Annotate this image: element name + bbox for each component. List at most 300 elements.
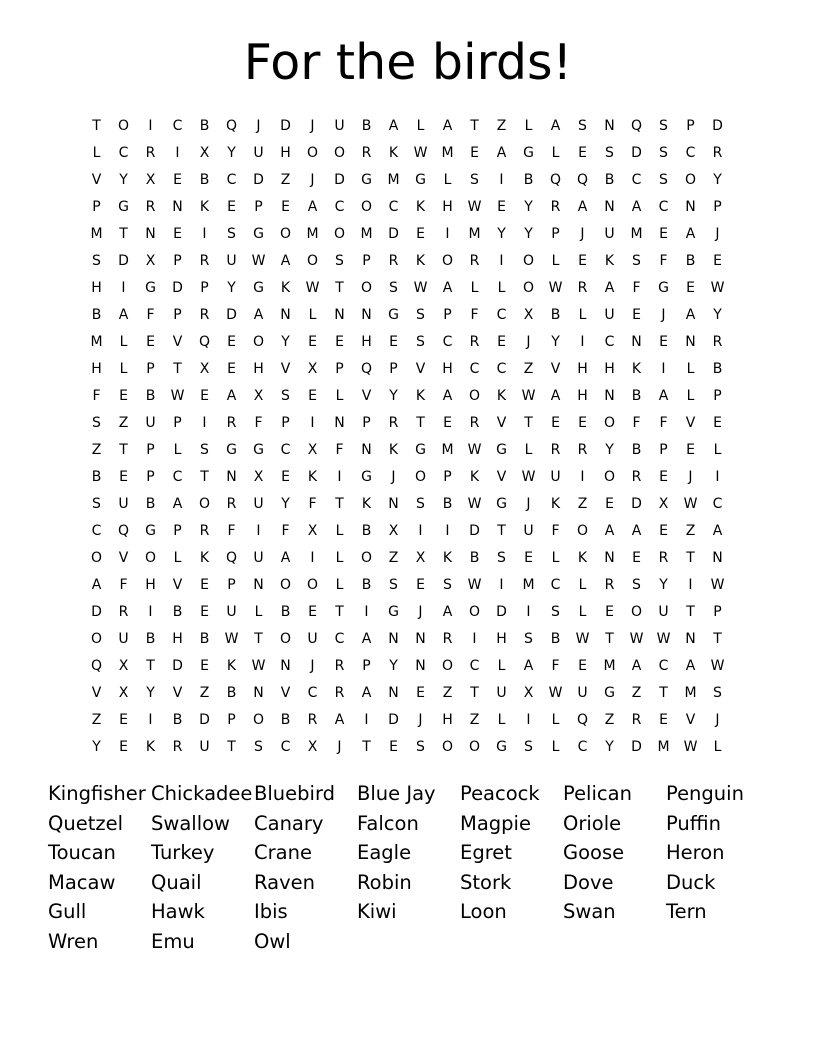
grid-letter[interactable]: S: [389, 279, 398, 296]
grid-letter[interactable]: O: [252, 711, 265, 728]
grid-letter[interactable]: O: [576, 522, 589, 539]
grid-letter[interactable]: U: [550, 468, 561, 485]
grid-letter[interactable]: I: [256, 522, 261, 539]
grid-letter[interactable]: G: [361, 171, 372, 188]
grid-letter[interactable]: S: [659, 117, 668, 134]
grid-letter[interactable]: Y: [92, 738, 101, 755]
grid-letter[interactable]: E: [713, 414, 722, 431]
grid-letter[interactable]: V: [496, 414, 507, 431]
grid-letter[interactable]: R: [550, 198, 561, 215]
grid-letter[interactable]: Z: [685, 522, 696, 539]
grid-letter[interactable]: F: [632, 414, 641, 431]
grid-letter[interactable]: R: [226, 414, 237, 431]
grid-letter[interactable]: F: [254, 414, 263, 431]
grid-letter[interactable]: L: [497, 657, 506, 674]
grid-letter[interactable]: A: [496, 144, 507, 161]
grid-letter[interactable]: G: [253, 225, 264, 242]
grid-letter[interactable]: D: [631, 144, 642, 161]
grid-letter[interactable]: S: [551, 603, 560, 620]
grid-letter[interactable]: L: [497, 279, 506, 296]
grid-letter[interactable]: R: [658, 549, 669, 566]
grid-letter[interactable]: V: [172, 576, 183, 593]
grid-letter[interactable]: S: [254, 738, 263, 755]
grid-letter[interactable]: A: [307, 198, 318, 215]
grid-letter[interactable]: A: [280, 252, 291, 269]
grid-letter[interactable]: O: [441, 252, 454, 269]
grid-letter[interactable]: P: [173, 252, 182, 269]
grid-letter[interactable]: I: [364, 603, 369, 620]
grid-letter[interactable]: A: [118, 306, 129, 323]
grid-letter[interactable]: B: [172, 711, 183, 728]
grid-letter[interactable]: O: [603, 468, 616, 485]
grid-letter[interactable]: T: [605, 630, 614, 647]
grid-letter[interactable]: Y: [605, 441, 614, 458]
grid-letter[interactable]: C: [172, 117, 183, 134]
grid-letter[interactable]: O: [441, 657, 454, 674]
grid-letter[interactable]: C: [91, 522, 102, 539]
grid-letter[interactable]: D: [172, 279, 183, 296]
grid-letter[interactable]: V: [280, 684, 291, 701]
grid-letter[interactable]: E: [578, 252, 587, 269]
grid-letter[interactable]: S: [416, 306, 425, 323]
grid-letter[interactable]: E: [497, 198, 506, 215]
grid-letter[interactable]: Z: [496, 117, 507, 134]
grid-letter[interactable]: P: [200, 279, 209, 296]
grid-letter[interactable]: S: [200, 441, 209, 458]
grid-letter[interactable]: Q: [198, 333, 211, 350]
grid-letter[interactable]: X: [118, 657, 129, 674]
grid-letter[interactable]: N: [685, 333, 696, 350]
grid-letter[interactable]: P: [254, 198, 263, 215]
grid-letter[interactable]: G: [253, 279, 264, 296]
grid-letter[interactable]: L: [713, 738, 722, 755]
grid-letter[interactable]: O: [360, 549, 373, 566]
grid-letter[interactable]: L: [551, 738, 560, 755]
grid-letter[interactable]: B: [631, 387, 642, 404]
grid-letter[interactable]: T: [119, 225, 128, 242]
grid-letter[interactable]: B: [523, 171, 534, 188]
grid-letter[interactable]: G: [496, 441, 507, 458]
grid-letter[interactable]: X: [199, 144, 210, 161]
grid-letter[interactable]: K: [307, 468, 318, 485]
grid-letter[interactable]: Q: [225, 117, 238, 134]
grid-letter[interactable]: I: [202, 414, 207, 431]
grid-letter[interactable]: O: [144, 549, 157, 566]
grid-letter[interactable]: D: [334, 171, 345, 188]
grid-letter[interactable]: W: [710, 657, 725, 674]
grid-letter[interactable]: L: [173, 549, 182, 566]
grid-letter[interactable]: N: [172, 198, 183, 215]
grid-letter[interactable]: T: [470, 117, 479, 134]
grid-letter[interactable]: I: [499, 252, 504, 269]
grid-letter[interactable]: P: [713, 603, 722, 620]
grid-letter[interactable]: R: [145, 198, 156, 215]
grid-letter[interactable]: B: [91, 468, 102, 485]
grid-letter[interactable]: V: [685, 711, 696, 728]
grid-letter[interactable]: I: [310, 549, 315, 566]
grid-letter[interactable]: W: [305, 279, 320, 296]
grid-letter[interactable]: C: [469, 657, 480, 674]
grid-letter[interactable]: D: [631, 495, 642, 512]
grid-letter[interactable]: W: [710, 576, 725, 593]
grid-letter[interactable]: T: [659, 684, 668, 701]
grid-letter[interactable]: O: [90, 630, 103, 647]
grid-letter[interactable]: Y: [659, 576, 668, 593]
grid-letter[interactable]: B: [280, 603, 291, 620]
grid-letter[interactable]: I: [445, 225, 450, 242]
grid-letter[interactable]: H: [361, 333, 372, 350]
grid-letter[interactable]: D: [226, 306, 237, 323]
grid-letter[interactable]: U: [307, 630, 318, 647]
grid-letter[interactable]: C: [469, 360, 480, 377]
grid-letter[interactable]: C: [334, 198, 345, 215]
grid-letter[interactable]: H: [145, 576, 156, 593]
grid-letter[interactable]: M: [630, 225, 643, 242]
grid-letter[interactable]: G: [253, 441, 264, 458]
grid-letter[interactable]: A: [361, 630, 372, 647]
grid-letter[interactable]: Z: [388, 549, 399, 566]
grid-letter[interactable]: X: [307, 522, 318, 539]
grid-letter[interactable]: B: [631, 441, 642, 458]
grid-letter[interactable]: X: [145, 171, 156, 188]
grid-letter[interactable]: P: [173, 306, 182, 323]
grid-letter[interactable]: Y: [119, 171, 128, 188]
grid-letter[interactable]: A: [604, 279, 615, 296]
grid-letter[interactable]: P: [227, 576, 236, 593]
grid-letter[interactable]: S: [416, 738, 425, 755]
grid-letter[interactable]: L: [713, 441, 722, 458]
grid-letter[interactable]: I: [661, 360, 666, 377]
grid-letter[interactable]: U: [226, 603, 237, 620]
grid-letter[interactable]: M: [90, 225, 103, 242]
grid-letter[interactable]: A: [712, 522, 723, 539]
grid-letter[interactable]: H: [442, 198, 453, 215]
grid-letter[interactable]: V: [91, 171, 102, 188]
grid-letter[interactable]: J: [661, 306, 666, 323]
grid-letter[interactable]: M: [684, 684, 697, 701]
grid-letter[interactable]: C: [118, 144, 129, 161]
grid-letter[interactable]: K: [550, 495, 561, 512]
grid-letter[interactable]: A: [442, 117, 453, 134]
grid-letter[interactable]: Z: [469, 711, 480, 728]
grid-letter[interactable]: Z: [280, 171, 291, 188]
grid-letter[interactable]: P: [173, 414, 182, 431]
grid-letter[interactable]: N: [712, 549, 723, 566]
grid-letter[interactable]: L: [578, 603, 587, 620]
grid-letter[interactable]: L: [524, 117, 533, 134]
grid-letter[interactable]: S: [605, 144, 614, 161]
grid-letter[interactable]: H: [577, 360, 588, 377]
grid-letter[interactable]: E: [281, 198, 290, 215]
grid-letter[interactable]: A: [631, 198, 642, 215]
grid-letter[interactable]: A: [550, 117, 561, 134]
grid-letter[interactable]: U: [118, 630, 129, 647]
grid-letter[interactable]: O: [90, 549, 103, 566]
grid-letter[interactable]: E: [173, 171, 182, 188]
grid-letter[interactable]: U: [253, 144, 264, 161]
grid-letter[interactable]: I: [175, 144, 180, 161]
grid-letter[interactable]: E: [416, 684, 425, 701]
grid-letter[interactable]: E: [659, 522, 668, 539]
grid-letter[interactable]: R: [388, 252, 399, 269]
grid-letter[interactable]: U: [253, 495, 264, 512]
grid-letter[interactable]: E: [308, 603, 317, 620]
grid-letter[interactable]: Q: [576, 711, 589, 728]
grid-letter[interactable]: F: [119, 576, 128, 593]
grid-letter[interactable]: X: [658, 495, 669, 512]
grid-letter[interactable]: E: [659, 711, 668, 728]
grid-letter[interactable]: E: [281, 468, 290, 485]
grid-letter[interactable]: I: [418, 522, 423, 539]
grid-letter[interactable]: N: [604, 198, 615, 215]
grid-letter[interactable]: X: [253, 468, 264, 485]
grid-letter[interactable]: N: [280, 306, 291, 323]
grid-letter[interactable]: T: [200, 468, 209, 485]
grid-letter[interactable]: U: [604, 306, 615, 323]
grid-letter[interactable]: W: [629, 630, 644, 647]
grid-letter[interactable]: R: [172, 738, 183, 755]
grid-letter[interactable]: C: [550, 576, 561, 593]
grid-letter[interactable]: J: [688, 468, 693, 485]
grid-letter[interactable]: I: [580, 468, 585, 485]
grid-letter[interactable]: E: [173, 225, 182, 242]
grid-letter[interactable]: B: [685, 252, 696, 269]
grid-letter[interactable]: N: [334, 306, 345, 323]
grid-letter[interactable]: W: [521, 468, 536, 485]
grid-letter[interactable]: W: [413, 144, 428, 161]
grid-letter[interactable]: R: [469, 252, 480, 269]
grid-letter[interactable]: E: [686, 441, 695, 458]
grid-letter[interactable]: C: [226, 171, 237, 188]
grid-letter[interactable]: E: [119, 711, 128, 728]
grid-letter[interactable]: B: [361, 576, 372, 593]
grid-letter[interactable]: E: [200, 387, 209, 404]
grid-letter[interactable]: P: [443, 306, 452, 323]
grid-letter[interactable]: C: [658, 198, 669, 215]
grid-letter[interactable]: H: [604, 360, 615, 377]
grid-letter[interactable]: S: [659, 171, 668, 188]
grid-letter[interactable]: K: [199, 198, 210, 215]
grid-letter[interactable]: F: [551, 522, 560, 539]
grid-letter[interactable]: W: [467, 441, 482, 458]
grid-letter[interactable]: S: [470, 171, 479, 188]
grid-letter[interactable]: R: [577, 441, 588, 458]
grid-letter[interactable]: S: [497, 549, 506, 566]
grid-letter[interactable]: E: [308, 387, 317, 404]
grid-letter[interactable]: A: [685, 225, 696, 242]
grid-letter[interactable]: Y: [524, 225, 533, 242]
grid-letter[interactable]: H: [91, 360, 102, 377]
grid-letter[interactable]: N: [226, 468, 237, 485]
grid-letter[interactable]: P: [551, 225, 560, 242]
grid-letter[interactable]: E: [200, 603, 209, 620]
grid-letter[interactable]: A: [685, 657, 696, 674]
grid-letter[interactable]: L: [443, 171, 452, 188]
grid-letter[interactable]: K: [280, 279, 291, 296]
grid-letter[interactable]: T: [497, 522, 506, 539]
grid-letter[interactable]: S: [632, 252, 641, 269]
grid-letter[interactable]: Z: [199, 684, 210, 701]
grid-letter[interactable]: B: [199, 117, 210, 134]
grid-letter[interactable]: U: [658, 603, 669, 620]
grid-letter[interactable]: O: [603, 414, 616, 431]
grid-letter[interactable]: W: [710, 279, 725, 296]
grid-letter[interactable]: K: [199, 549, 210, 566]
grid-letter[interactable]: R: [199, 306, 210, 323]
grid-letter[interactable]: E: [119, 387, 128, 404]
grid-letter[interactable]: B: [145, 630, 156, 647]
grid-letter[interactable]: O: [360, 279, 373, 296]
grid-letter[interactable]: F: [551, 657, 560, 674]
grid-letter[interactable]: H: [91, 279, 102, 296]
grid-letter[interactable]: Z: [91, 441, 102, 458]
grid-letter[interactable]: B: [604, 171, 615, 188]
grid-letter[interactable]: G: [145, 279, 156, 296]
grid-letter[interactable]: O: [198, 495, 211, 512]
grid-letter[interactable]: G: [658, 279, 669, 296]
grid-letter[interactable]: W: [224, 630, 239, 647]
grid-letter[interactable]: R: [604, 576, 615, 593]
grid-letter[interactable]: E: [335, 333, 344, 350]
grid-letter[interactable]: V: [118, 549, 129, 566]
grid-letter[interactable]: K: [496, 387, 507, 404]
grid-letter[interactable]: B: [145, 495, 156, 512]
grid-letter[interactable]: C: [307, 684, 318, 701]
grid-letter[interactable]: L: [254, 603, 263, 620]
grid-letter[interactable]: N: [280, 657, 291, 674]
grid-letter[interactable]: F: [227, 522, 236, 539]
grid-letter[interactable]: Y: [389, 387, 398, 404]
grid-letter[interactable]: E: [200, 576, 209, 593]
grid-letter[interactable]: Z: [604, 711, 615, 728]
grid-letter[interactable]: X: [523, 684, 534, 701]
grid-letter[interactable]: Q: [117, 522, 130, 539]
grid-letter[interactable]: X: [118, 684, 129, 701]
grid-letter[interactable]: U: [604, 225, 615, 242]
grid-letter[interactable]: S: [632, 576, 641, 593]
grid-letter[interactable]: L: [173, 441, 182, 458]
grid-letter[interactable]: A: [631, 522, 642, 539]
grid-letter[interactable]: W: [548, 684, 563, 701]
grid-letter[interactable]: E: [227, 333, 236, 350]
grid-letter[interactable]: R: [199, 252, 210, 269]
grid-letter[interactable]: I: [526, 711, 531, 728]
grid-letter[interactable]: I: [445, 522, 450, 539]
grid-letter[interactable]: S: [524, 738, 533, 755]
grid-letter[interactable]: E: [119, 468, 128, 485]
grid-letter[interactable]: E: [632, 549, 641, 566]
grid-letter[interactable]: D: [631, 738, 642, 755]
grid-letter[interactable]: W: [575, 630, 590, 647]
grid-letter[interactable]: G: [361, 468, 372, 485]
grid-letter[interactable]: A: [226, 387, 237, 404]
grid-letter[interactable]: P: [713, 387, 722, 404]
grid-letter[interactable]: O: [117, 117, 130, 134]
grid-letter[interactable]: Y: [605, 738, 614, 755]
grid-letter[interactable]: E: [227, 198, 236, 215]
grid-letter[interactable]: K: [388, 441, 399, 458]
grid-letter[interactable]: W: [467, 495, 482, 512]
grid-letter[interactable]: X: [415, 549, 426, 566]
grid-letter[interactable]: O: [333, 225, 346, 242]
grid-letter[interactable]: T: [335, 279, 344, 296]
grid-letter[interactable]: G: [496, 495, 507, 512]
grid-letter[interactable]: O: [306, 144, 319, 161]
grid-letter[interactable]: R: [118, 603, 129, 620]
grid-letter[interactable]: O: [279, 630, 292, 647]
grid-letter[interactable]: O: [252, 333, 265, 350]
grid-letter[interactable]: P: [281, 414, 290, 431]
grid-letter[interactable]: L: [416, 117, 425, 134]
grid-letter[interactable]: W: [683, 495, 698, 512]
grid-letter[interactable]: P: [362, 252, 371, 269]
grid-letter[interactable]: L: [524, 441, 533, 458]
grid-letter[interactable]: Q: [90, 657, 103, 674]
grid-letter[interactable]: N: [604, 117, 615, 134]
grid-letter[interactable]: J: [580, 225, 585, 242]
grid-letter[interactable]: T: [524, 414, 533, 431]
grid-letter[interactable]: O: [468, 387, 481, 404]
grid-letter[interactable]: V: [550, 360, 561, 377]
grid-letter[interactable]: J: [526, 495, 531, 512]
grid-letter[interactable]: O: [279, 576, 292, 593]
grid-letter[interactable]: S: [416, 495, 425, 512]
grid-letter[interactable]: W: [251, 657, 266, 674]
grid-letter[interactable]: Y: [281, 333, 290, 350]
grid-letter[interactable]: S: [335, 252, 344, 269]
grid-letter[interactable]: T: [686, 603, 695, 620]
grid-letter[interactable]: U: [199, 738, 210, 755]
grid-letter[interactable]: C: [388, 198, 399, 215]
grid-letter[interactable]: E: [578, 657, 587, 674]
grid-letter[interactable]: L: [119, 360, 128, 377]
grid-letter[interactable]: K: [415, 198, 426, 215]
grid-letter[interactable]: E: [470, 144, 479, 161]
grid-letter[interactable]: N: [685, 198, 696, 215]
grid-letter[interactable]: C: [442, 333, 453, 350]
grid-letter[interactable]: V: [361, 387, 372, 404]
grid-letter[interactable]: E: [416, 225, 425, 242]
grid-letter[interactable]: H: [280, 144, 291, 161]
grid-letter[interactable]: W: [467, 198, 482, 215]
grid-letter[interactable]: T: [119, 441, 128, 458]
grid-letter[interactable]: N: [631, 333, 642, 350]
grid-letter[interactable]: N: [334, 414, 345, 431]
grid-letter[interactable]: S: [92, 414, 101, 431]
grid-letter[interactable]: C: [577, 738, 588, 755]
grid-letter[interactable]: M: [441, 144, 454, 161]
grid-letter[interactable]: C: [496, 360, 507, 377]
grid-letter[interactable]: J: [418, 711, 423, 728]
grid-letter[interactable]: D: [388, 711, 399, 728]
grid-letter[interactable]: E: [200, 657, 209, 674]
grid-letter[interactable]: A: [280, 549, 291, 566]
grid-letter[interactable]: B: [91, 306, 102, 323]
grid-letter[interactable]: I: [148, 603, 153, 620]
grid-letter[interactable]: E: [146, 333, 155, 350]
grid-letter[interactable]: R: [469, 414, 480, 431]
grid-letter[interactable]: F: [659, 414, 668, 431]
grid-letter[interactable]: E: [686, 279, 695, 296]
grid-letter[interactable]: L: [686, 387, 695, 404]
grid-letter[interactable]: P: [146, 441, 155, 458]
grid-letter[interactable]: B: [550, 306, 561, 323]
grid-letter[interactable]: A: [388, 117, 399, 134]
grid-letter[interactable]: O: [522, 252, 535, 269]
grid-letter[interactable]: W: [413, 279, 428, 296]
grid-letter[interactable]: C: [685, 144, 696, 161]
grid-letter[interactable]: V: [685, 414, 696, 431]
